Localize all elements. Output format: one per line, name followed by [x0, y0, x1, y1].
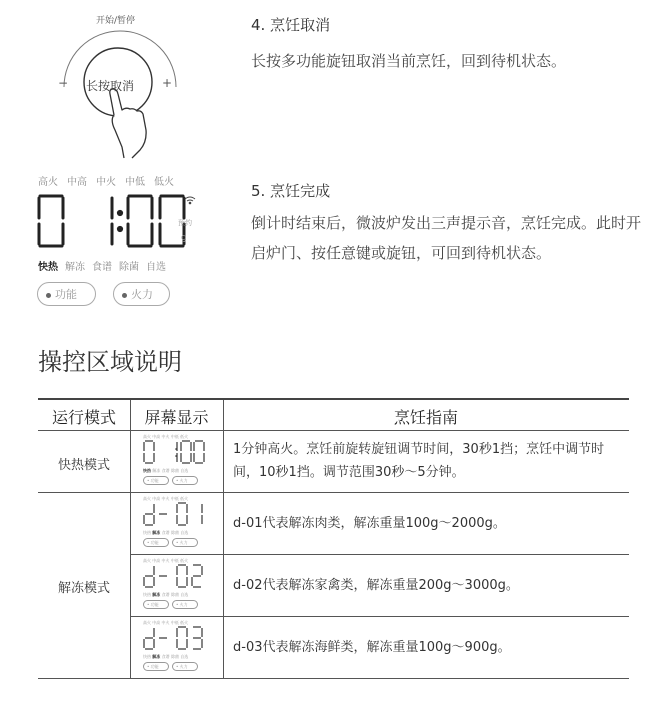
table-col-rule [130, 400, 131, 678]
mini-mode-label: 食谱 [161, 654, 171, 659]
table-row-rule [130, 554, 629, 555]
heat-level-low: 低火 [154, 177, 174, 188]
knob-start-pause-label: 开始/暂停 [96, 16, 136, 26]
knob-cancel-label: 长按取消 [86, 79, 135, 93]
mini-mode-label: 解冻 [152, 592, 162, 597]
display-colon [175, 455, 177, 457]
mini-mode-label: 解冻 [152, 468, 162, 473]
mini-function-button: • 功能 [143, 662, 169, 671]
mini-mode-label: 除菌 [170, 468, 181, 473]
mini-mode-label: 自选 [180, 468, 189, 473]
mini-heat-row: 高火 中高 中火 中低 低火 [143, 558, 189, 563]
mini-mode-label: 解冻 [152, 654, 162, 659]
mini-fire-button: • 火力 [172, 662, 198, 671]
mode-sterilize: 除菌 [119, 262, 139, 273]
table-header-rule [38, 430, 629, 431]
mini-heat-row: 高火 中高 中火 中低 低火 [143, 620, 189, 625]
heat-level-row [38, 173, 183, 188]
mini-seven-segment-display [143, 564, 205, 590]
mini-mode-label: 自选 [180, 592, 189, 597]
appointment-indicator: 预约 [178, 219, 192, 227]
mini-fire-button: • 火力 [172, 476, 198, 485]
mini-mode-label: 快热 [143, 530, 153, 535]
table-row-defrost-mode: 解冻模式 [57, 581, 110, 596]
heat-level-high: 高火 [38, 177, 58, 188]
mini-mode-label: 快热 [143, 468, 153, 473]
mini-mode-label: 快热 [143, 654, 153, 659]
mode-custom: 自选 [146, 262, 166, 273]
table-row-rule [38, 492, 629, 493]
table-header-mode: 运行模式 [51, 408, 116, 427]
mode-row [38, 258, 173, 273]
mode-defrost: 解冻 [65, 262, 85, 273]
table-row-rule [130, 616, 629, 617]
wifi-icon [185, 197, 195, 204]
gram-unit-indicator: g [181, 233, 187, 243]
mini-seven-segment-display [143, 626, 205, 652]
mini-mode-label: 食谱 [161, 530, 171, 535]
mini-function-button: • 功能 [143, 600, 169, 609]
mini-mode-row [143, 468, 188, 474]
function-button-label: 功能 [55, 288, 77, 301]
control-area-heading: 操控区域说明 [38, 348, 182, 376]
section-5-title: 5. 烹饪完成 [251, 182, 331, 200]
table-top-rule [38, 398, 629, 400]
table-row-quick-heat-mode: 快热模式 [57, 458, 110, 473]
mini-mode-label: 除菌 [170, 530, 181, 535]
table-header-screen: 屏幕显示 [144, 408, 209, 427]
heat-level-mid-high: 中高 [67, 177, 87, 188]
table-bottom-rule [38, 678, 629, 679]
dot-icon [46, 293, 51, 298]
fire-power-button-label: 火力 [131, 288, 153, 301]
mini-mode-label: 除菌 [170, 654, 181, 659]
mini-function-button: • 功能 [143, 476, 169, 485]
table-row-guide: d-01代表解冻肉类，解冻重量100g～2000g。 [233, 516, 506, 531]
section-4-body: 长按多功能旋钮取消当前烹饪，回到待机状态。 [251, 52, 567, 70]
heat-level-mid-low: 中低 [125, 177, 145, 188]
table-row-guide: 1分钟高火。烹饪前旋转旋钮调节时间，30秒1挡；烹饪中调节时间，10秒1挡。调节范围30秒～5分钟。 [233, 442, 605, 480]
mini-heat-row: 高火 中高 中火 中低 低火 [143, 434, 189, 439]
mini-function-button: • 功能 [143, 538, 169, 547]
function-button[interactable] [37, 282, 96, 306]
mode-recipe: 食谱 [92, 262, 112, 273]
heat-level-mid: 中火 [96, 177, 116, 188]
display-colon [175, 448, 177, 450]
mode-quick-heat: 快热 [38, 262, 58, 273]
mini-heat-row: 高火 中高 中火 中低 低火 [143, 496, 189, 501]
mini-seven-segment-display [143, 502, 205, 528]
mini-fire-button: • 火力 [172, 600, 198, 609]
table-row-guide: d-03代表解冻海鲜类，解冻重量100g～900g。 [233, 640, 511, 655]
seven-segment-display [36, 193, 196, 249]
mini-mode-label: 食谱 [161, 592, 171, 597]
table-header-guide: 烹饪指南 [393, 408, 458, 427]
table-row-guide: d-02代表解冻家禽类，解冻重量200g～3000g。 [233, 578, 519, 593]
section-5-body: 倒计时结束后，微波炉发出三声提示音，烹饪完成。此时开启炉门、按任意键或旋钮，可回到待机状态。 [251, 214, 642, 262]
mini-mode-label: 食谱 [161, 468, 171, 473]
knob-plus-label: + [162, 76, 173, 90]
fire-power-button[interactable] [113, 282, 170, 306]
table-col-rule [223, 400, 224, 678]
mini-mode-row [143, 654, 188, 660]
mini-mode-row [143, 592, 188, 598]
mini-mode-row [143, 530, 188, 536]
mini-mode-label: 解冻 [152, 530, 162, 535]
mini-mode-label: 自选 [180, 654, 189, 659]
mini-seven-segment-display [143, 440, 205, 466]
dot-icon [122, 293, 127, 298]
mini-fire-button: • 火力 [172, 538, 198, 547]
knob-minus-label: − [58, 76, 69, 90]
mini-mode-label: 快热 [143, 592, 153, 597]
mini-mode-label: 自选 [180, 530, 189, 535]
section-4-title: 4. 烹饪取消 [251, 16, 331, 34]
mini-mode-label: 除菌 [170, 592, 181, 597]
